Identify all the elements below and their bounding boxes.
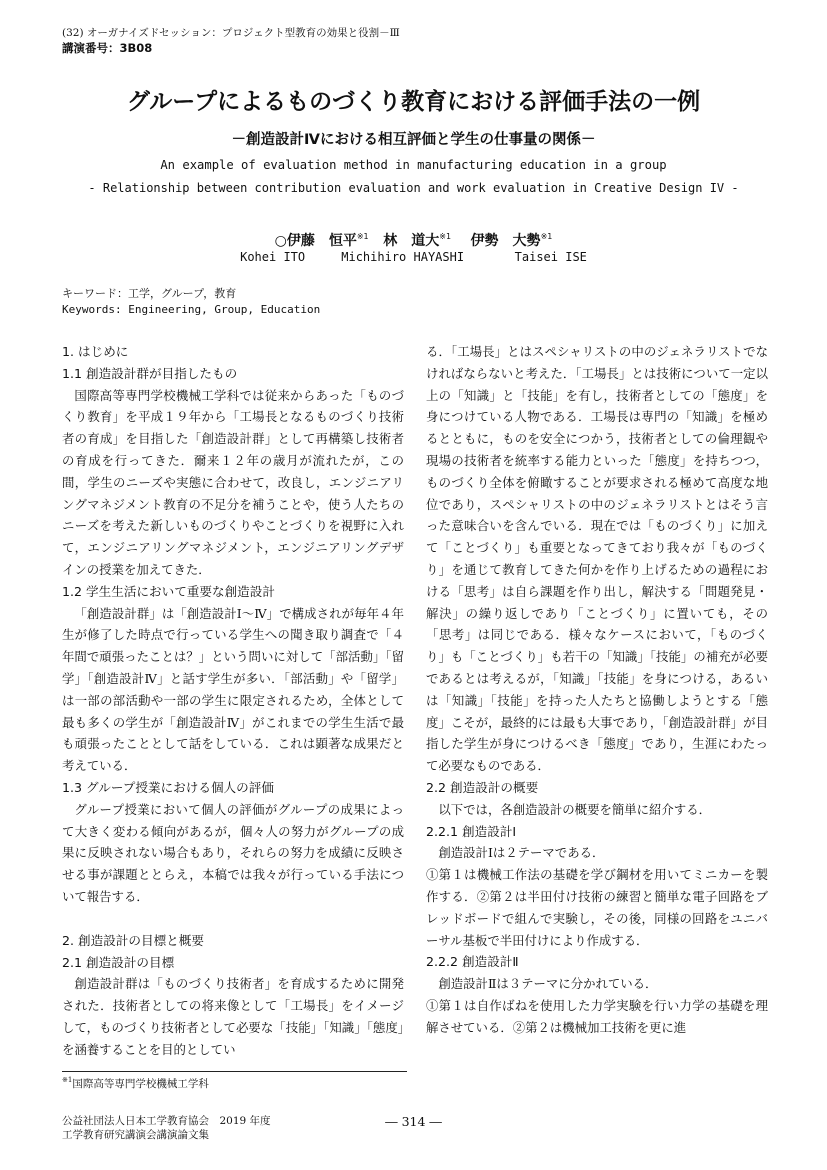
left-column xyxy=(62,341,404,1061)
footnote-text: 国際高等専門学校機械工学科 xyxy=(72,1078,209,1090)
footer-proceedings: 工学教育研究講演会講演論文集 xyxy=(62,1129,209,1141)
paragraph: 創造設計Ⅰは２テーマである． xyxy=(438,845,605,861)
page-number: ― 314 ― xyxy=(385,1114,442,1129)
lecture-number: 講演番号：3B08 xyxy=(62,41,153,55)
section-heading: 1.2 学生生活において重要な創造設計 xyxy=(62,583,275,599)
footnote-mark: ※1 xyxy=(62,1076,73,1084)
section-heading: 2.2.1 創造設計Ⅰ xyxy=(426,823,517,839)
section-heading: 2.1 創造設計の目標 xyxy=(62,954,175,970)
author-1: ○伊藤 恒平 xyxy=(274,233,357,249)
affiliation-mark: ※1 xyxy=(356,232,369,241)
author-3: 伊勢 大勢 xyxy=(470,233,541,249)
paragraph: 「創造設計群」は「創造設計Ⅰ～Ⅳ」で構成されが毎年４年生が修了した時点で行っている学生への聞き取り調査で「４年間で頑張ったことは？」という問いに対して「部活動」「留学」「創造設計Ⅳ」と話す学生が多い．「部活動」や「留学」は一部の部活動や一部の学生に限定されるため，全体として最も多くの学生が「創造設計Ⅳ」がこれまでの学生生活で最も頑張ったこととして話をしている．これは顕著な成果だと考えている． xyxy=(62,605,404,774)
paragraph: グループ授業において個人の評価がグループの成果によって大きく変わる傾向があるが，個々人の努力がグループの成果に反映されない場合もあり，それらの努力を成績に反映させる事が課題ととらえ，本稿では我々が行っている手法について報告する． xyxy=(62,801,404,904)
right-column xyxy=(426,341,768,1039)
paragraph: 以下では，各創造設計の概要を簡単に紹介する． xyxy=(438,801,711,817)
paragraph: 創造設計群は「ものづくり技術者」を育成するために開発された．技術者としての将来像として「工場長」をイメージして，ものづくり技術者として必要な「技能」「知識」「態度」を涵養することを目的としてい xyxy=(62,976,404,1057)
section-heading: 2. 創造設計の目標と概要 xyxy=(62,932,204,948)
paragraph: ①第１は自作ばねを使用した力学実験を行い力学の基礎を理解させている．②第２は機械加工技術を更に進 xyxy=(426,997,768,1035)
english-subtitle: - Relationship between contribution evaluation and work evaluation in Creative Design IV - xyxy=(88,181,739,195)
footer-society: 公益社団法人日本工学教育協会 2019 年度 xyxy=(62,1115,271,1127)
spacer xyxy=(62,908,404,930)
paragraph: ①第１は機械工作法の基礎を学び鋼材を用いてミニカーを製作する．②第２は半田付け技術の練習と簡単な電子回路をブレッドボードで組んで実験し，その後，同様の回路をユニバーサル基板で半田付けにより作成する． xyxy=(426,867,768,948)
paper-title: グループによるものづくり教育における評価手法の一例 xyxy=(126,89,701,115)
affiliation-mark: ※1 xyxy=(540,232,553,241)
section-heading: 1.1 創造設計群が目指したもの xyxy=(62,365,238,381)
paragraph: 創造設計Ⅱは３テーマに分かれている． xyxy=(438,976,658,992)
section-heading: 1.3 グループ授業における個人の評価 xyxy=(62,779,274,795)
section-heading: 1. はじめに xyxy=(62,344,129,359)
paper-subtitle: －創造設計Ⅳにおける相互評価と学生の仕事量の関係－ xyxy=(231,132,596,148)
section-heading: 2.2.2 創造設計Ⅱ xyxy=(426,954,519,970)
english-title: An example of evaluation method in manufacturing education in a group xyxy=(160,158,667,172)
author-2: 林 道大 xyxy=(383,233,440,249)
author-names-en: Kohei ITO Michihiro HAYASHI Taisei ISE xyxy=(240,250,587,264)
keywords-jp: キーワード：工学，グループ，教育 xyxy=(62,287,237,300)
session-header: (32) オーガナイズドセッション：プロジェクト型教育の効果と役割－Ⅲ xyxy=(62,27,400,39)
section-heading: 2.2 創造設計の概要 xyxy=(426,779,539,795)
paragraph: 国際高等専門学校機械工学科では従来からあった「ものづくり教育」を平成１９年から「工場長となるものづくり技術者の育成」を目指した「創造設計群」として再構築し技術者の育成を行ってきた．爾来１２年の歳月が流れたが，この間，学生のニーズや実態に合わせて，改良し，エンジニアリングマネジメント教育の不足分を補うことや，使う人たちのニーズを考えた新しいものづくりやことづくりを視野に入れて，エンジニアリングマネジメント，エンジニアリングデザインの授業を加えてきた． xyxy=(62,387,404,577)
keywords-en: Keywords: Engineering, Group, Education xyxy=(62,303,321,316)
footnote xyxy=(62,1073,209,1091)
affiliation-mark: ※1 xyxy=(439,232,452,241)
paragraph: る．「工場長」とはスペシャリストの中のジェネラリストでなければならないと考えた．「工場長」とは技術について一定以上の「知識」と「技能」を有し，技術者としての「態度」を身につけている人物である．工場長は専門の「知識」を極めるとともに，ものを安全につかう，技術者としての倫理観や現場の技術者を統率する能力といった「態度」を持ちつつ，ものづくり全体を俯瞰することが要求される極めて高度な地位であり，スペシャリストの中のジェネラリストとはそう言った意味合いを含んでいる．現在では「ものづくり」に加えて「ことづくり」も重要となってきており我々が「ものづくり」を通じて教育してきた何かを作り上げるための過程における「思考」は自ら課題を作り出し，解決する「問題発見・解決」の繰り返しであり「ことづくり」に置いても，その「思考」は同じである．様々なケースにおいて，「ものづくり」も「ことづくり」も若干の「知識」「技能」の補充が必要であるとは考えるが，「知識」「技能」を身につける，あるいは「知識」「技能」を持った人たちと協働しようとする「態度」こそが，最終的には最も大事であり，「創造設計群」が目指した学生が身につけるべき「態度」であり，生涯にわたって必要なものである． xyxy=(426,344,768,774)
footnote-rule xyxy=(62,1071,407,1072)
